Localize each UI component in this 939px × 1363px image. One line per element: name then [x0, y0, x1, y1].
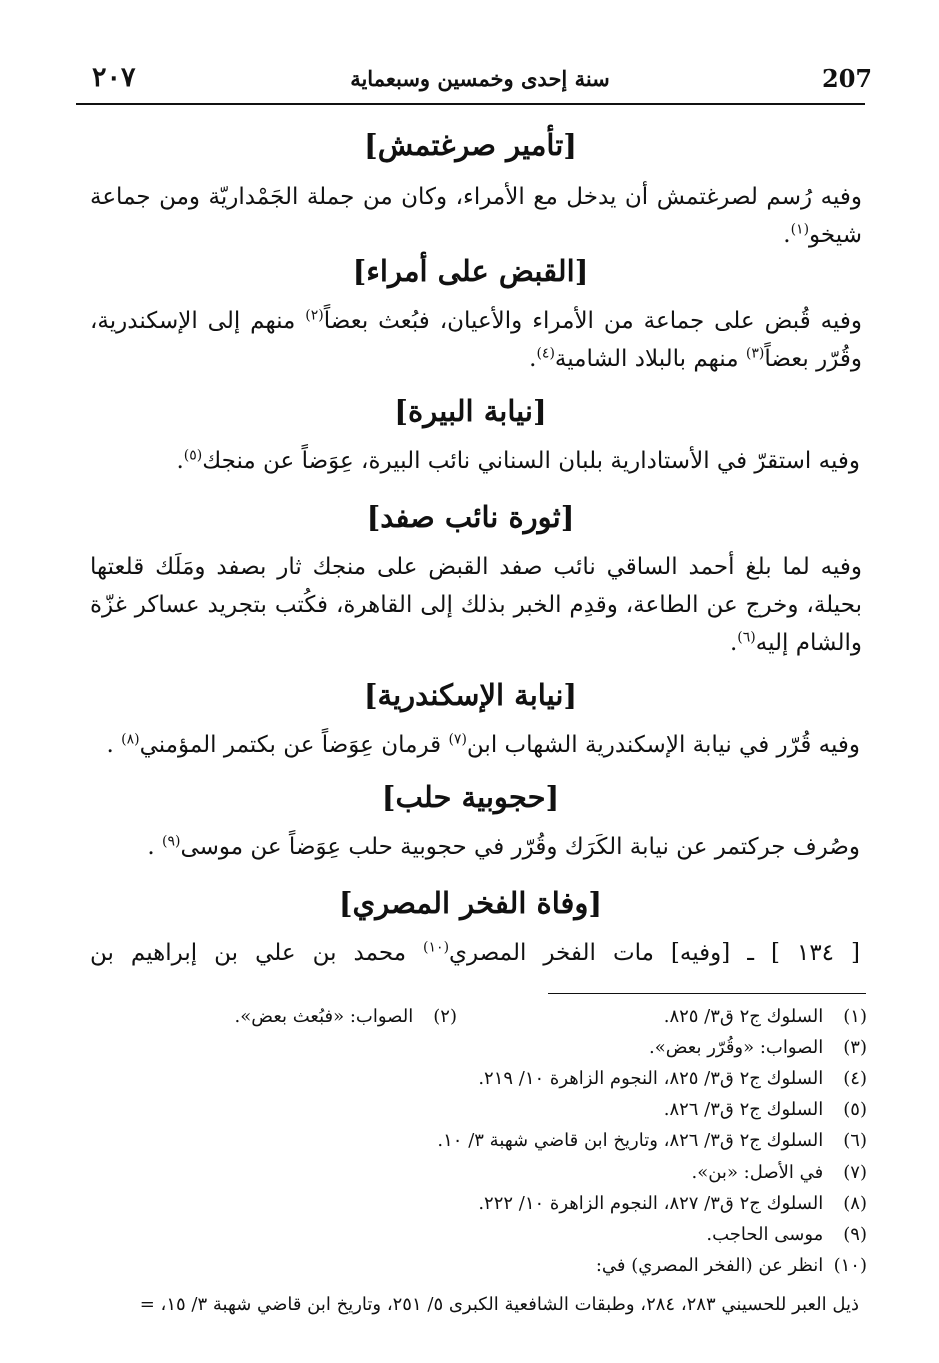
section-heading: [حجوبية حلب] [381, 780, 560, 814]
paragraph-text: محمد بن علي بن إبراهيم بن [90, 940, 424, 966]
footnote-ref: (١٠) [423, 939, 450, 956]
section-paragraph [90, 726, 860, 764]
footnote-ref: (٥) [183, 447, 203, 464]
paragraph-text: منهم إلى الإسكندرية، وقُرّر بعضاً [90, 308, 862, 372]
paragraph-text: منهم بالبلاد الشامية [554, 346, 746, 372]
footnote-item [478, 1064, 867, 1094]
footnote-ref: (٨) [121, 731, 140, 748]
paragraph-text: قرمان عِوَضاً عن بكتمر المؤمني [139, 732, 449, 758]
footnote-text: في الأصل: «بن». [691, 1162, 824, 1183]
footnote-number: (٦) [843, 1130, 867, 1151]
footnote-number: (٢) [433, 1006, 457, 1027]
footnote-text: السلوك ج٢ ق٣/ ٨٢٥، النجوم الزاهرة ١٠/ ٢١٩. [478, 1068, 824, 1089]
paragraph-text: وفيه رُسم لصرغتمش أن يدخل مع الأمراء، وكان من جملة الجَمْداريّة ومن جماعة شيخو [90, 184, 862, 248]
footnote-item [437, 1126, 867, 1156]
paragraph-tail: . [106, 732, 122, 758]
footnote-item [692, 1158, 868, 1188]
footnote-number: (٨) [843, 1193, 867, 1214]
paragraph-text: وفيه استقرّ في الأستادارية بلبان السناني نائب البيرة، عِوَضاً عن منجك [202, 448, 860, 474]
footnote-text: موسى الحاجب. [706, 1224, 824, 1245]
footnote-text: السلوك ج٢ ق٣/ ٨٢٥. [663, 1006, 824, 1027]
section-paragraph [90, 828, 860, 866]
footnote-number: (٤) [843, 1068, 867, 1089]
footnote-item [664, 1095, 867, 1125]
footnote-number: (١) [843, 1006, 867, 1027]
page-number-latin: 207 [822, 64, 873, 93]
paragraph-tail: . [176, 448, 184, 474]
section-heading: [نيابة البيرة] [394, 394, 547, 428]
section-heading: [تأمير صرغتمش] [363, 128, 577, 162]
footnote-ref: (٣) [745, 345, 765, 362]
section-heading: [ثورة نائب صفد] [366, 500, 575, 534]
paragraph-text: وفيه قُبض على جماعة من الأمراء والأعيان، فبُعث بعضاً [323, 308, 862, 334]
footnote-text: الصواب: «وقُرّر بعض». [649, 1037, 824, 1058]
section-paragraph [90, 548, 862, 662]
header-rule [76, 103, 865, 105]
footnote-ref: (١) [790, 221, 810, 238]
page-number-arabic: ٢٠٧ [92, 62, 136, 93]
footnote-separator [548, 993, 866, 994]
footnote-text: السلوك ج٢ ق٣/ ٨٢٧، النجوم الزاهرة ١٠/ ٢٢٢. [478, 1193, 824, 1214]
running-title: سنة إحدى وخمسين وسبعماية [350, 66, 610, 91]
footnote-item [649, 1033, 867, 1063]
footnote-ref: (٢) [305, 307, 324, 324]
footnote-number: (٣) [843, 1037, 867, 1058]
section-heading: [وفاة الفخر المصري] [338, 886, 603, 920]
section-heading: [نيابة الإسكندرية] [363, 678, 578, 712]
footnote-item [596, 1251, 867, 1281]
footnote-continuation: ذيل العبر للحسيني ٢٨٣، ٢٨٤، وطبقات الشافعية الكبرى ٥/ ٢٥١، وتاريخ ابن قاضي شهبة ٣/ ١٥، = [139, 1294, 859, 1315]
section-paragraph [90, 934, 860, 972]
footnote-ref: (٤) [536, 345, 555, 362]
section-paragraph [90, 442, 860, 480]
footnote-ref: (٦) [737, 629, 756, 646]
footnote-text: السلوك ج٢ ق٣/ ٨٢٦. [663, 1099, 824, 1120]
footnote-number: (٧) [843, 1162, 867, 1183]
paragraph-tail: . [529, 346, 537, 372]
footnote-text: السلوك ج٢ ق٣/ ٨٢٦، وتاريخ ابن قاضي شهبة ٣/ ١٠. [437, 1130, 824, 1151]
section-paragraph [90, 302, 862, 378]
footnote-item [706, 1220, 867, 1250]
footnote-number: (١٠) [833, 1255, 867, 1276]
paragraph-text: وفيه لما بلغ أحمد الساقي نائب صفد القبض على منجك ثار بصفد ومَلَك قلعتها بحيلة، وخرج عن الطاعة، وقدِم الخبر بذلك إلى القاهرة، فكُتب بتجريد عساكر غزّة والشام إليه [90, 554, 862, 656]
footnote-text: الصواب: «فبُعث بعض». [234, 1006, 414, 1027]
section-heading: [القبض على أمراء] [352, 254, 589, 288]
footnote-item [235, 1002, 457, 1032]
footnote-number: (٥) [843, 1099, 867, 1120]
footnote-number: (٩) [843, 1224, 867, 1245]
footnote-ref: (٧) [448, 731, 467, 748]
paragraph-text: وصُرف جركتمر عن نيابة الكَرَك وقُرّر في حجوبية حلب عِوَضاً عن موسى [180, 834, 860, 860]
paragraph-tail: . [783, 222, 791, 248]
paragraph-tail: . [147, 834, 162, 860]
paragraph-text: [ ١٣٤ ] ـ [وفيه] مات الفخر المصري [449, 940, 861, 966]
footnote-item [664, 1002, 867, 1032]
section-paragraph [90, 178, 862, 254]
paragraph-tail: . [729, 630, 738, 656]
footnote-text: انظر عن (الفخر المصري) في: [595, 1255, 824, 1276]
footnote-ref: (٩) [161, 833, 181, 850]
footnote-item [478, 1189, 867, 1219]
paragraph-text: وفيه قُرّر في نيابة الإسكندرية الشهاب ابن [466, 732, 860, 758]
